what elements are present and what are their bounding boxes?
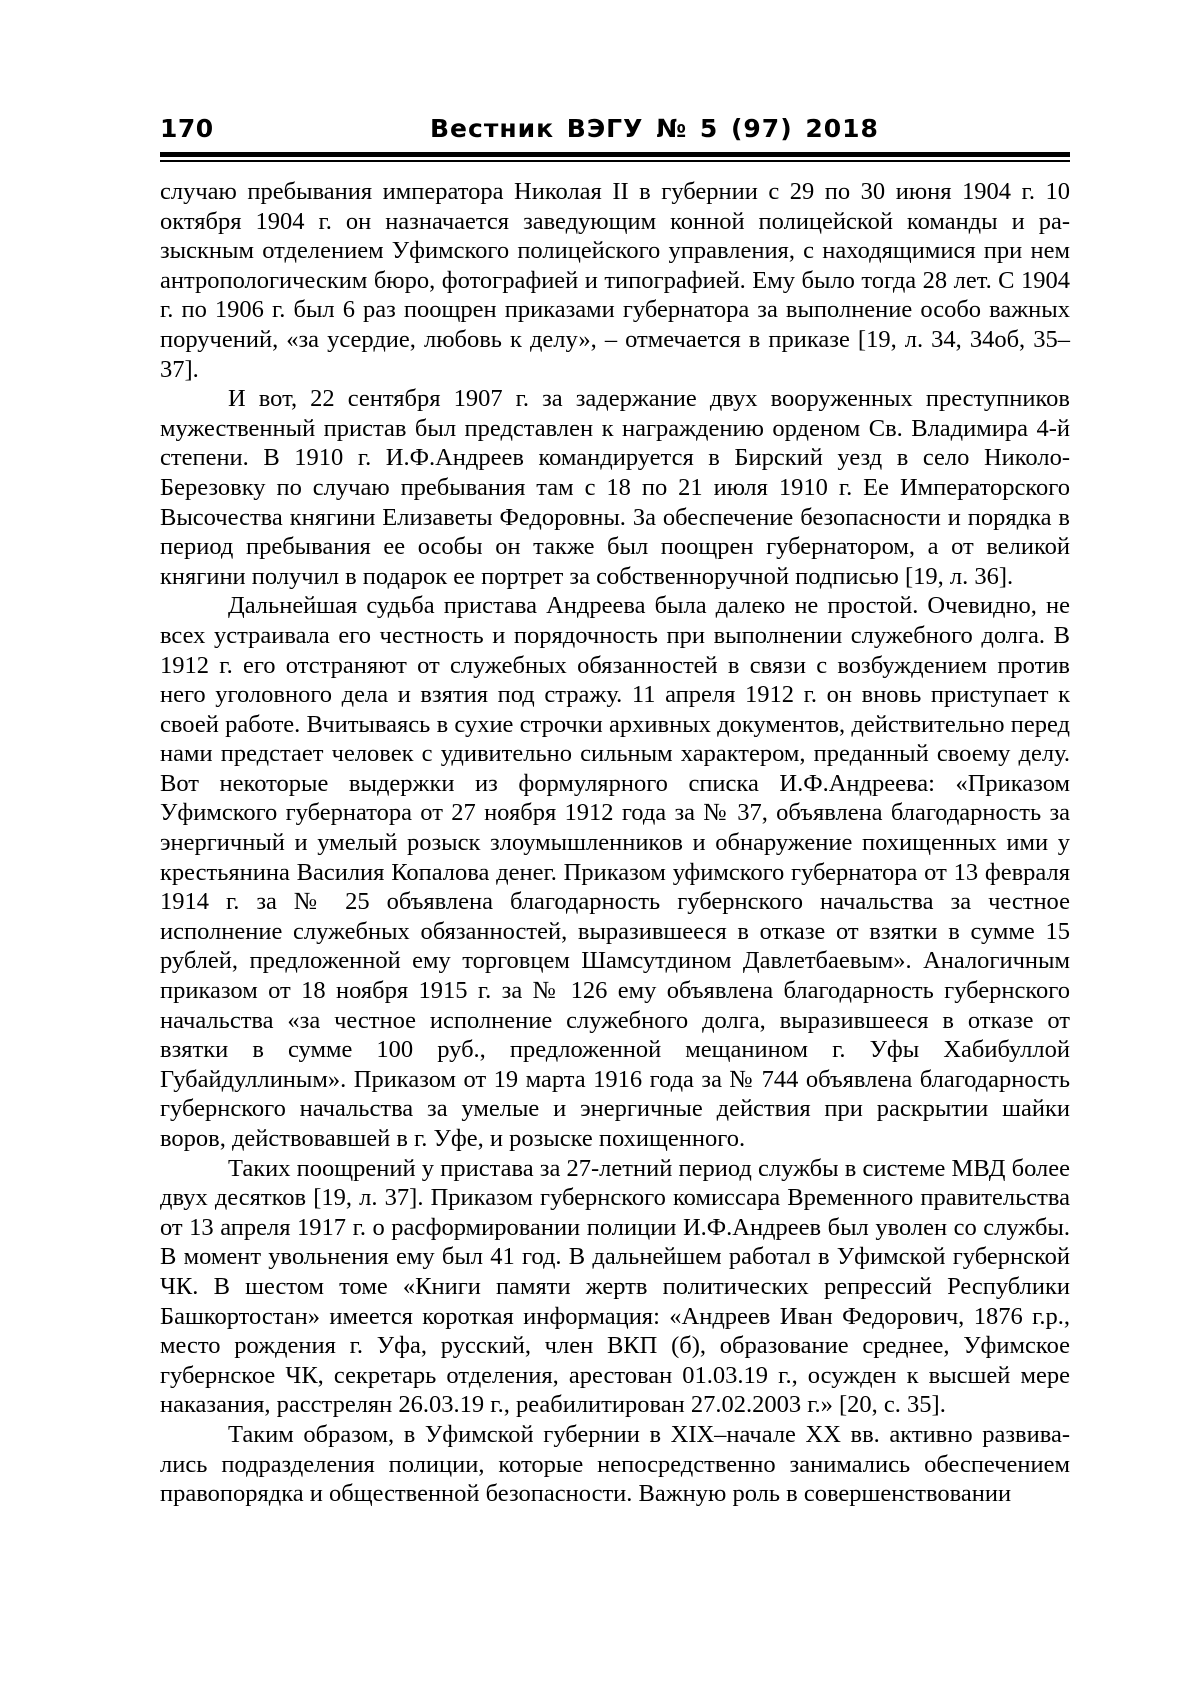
article-body (160, 177, 1070, 1509)
header-rule-thin (160, 160, 1070, 162)
paragraph: Дальнейшая судьба пристава Андреева была далеко не простой. Очевидно, не всех устраивала его честность и порядочность при выполнении служебного долга. В 1912 г. его отстраняют от служебных обязанностей в связи с возбуждением против него уголовного дела и взятия под стражу. 11 апреля 1912 г. он вновь приступает к своей работе. Вчитываясь в сухие строчки архивных документов, действительно перед нами предстает человек с удивительно сильным характером, преданный своему делу. Вот некоторые выдержки из формулярного списка И.Ф.Андреева: «Приказом Уфимского губернатора от 27 ноября 1912 года за № 37, объявлена благодарность за энергичный и умелый розыск злоумышленников и обнаружение похищенных ими у крестьянина Василия Копалова денег. Приказом уфимского губернатора от 13 февраля 1914 г. за № 25 объявлена благодарность губернского начальства за честное исполнение служебных обязанностей, выразившееся в отказе от взятки в сумме 15 рублей, предложенной ему торговцем Шамсутдином Давлетбаевым». Аналогичным приказом от 18 ноября 1915 г. за № 126 ему объявлена благодарность губернского начальства «за честное исполнение служебного долга, выразившееся в отказе от взятки в сумме 100 руб., предложенной мещанином г. Уфы Хабибуллой Губайдуллиным». Приказом от 19 марта 1916 года за № 744 объявлена благодарность губернского начальства за умелые и энергичные действия при раскрытии шайки воров, действовавшей в г. Уфе, и розыске похищенного. (160, 592, 1070, 1152)
paragraph-last: Таким образом, в Уфимской губернии в XIX–начале XX вв. активно развивались подразделения полиции, которые непосредственно занимались обеспечением правопорядка и общественной безопасности. Важную роль в совершенствовании (160, 1420, 1070, 1508)
paragraph-continued: случаю пребывания императора Николая II в губернии с 29 по 30 июня 1904 г. 10 октября 1904 г. он назначается заведующим конной полицейской команды и разыскным отделением Уфимского полицейского управления, с находящимися при нем антропологическим бюро, фотографией и типографией. Ему было тогда 28 лет. С 1904 г. по 1906 г. был 6 раз поощрен приказами губернатора за выполнение особо важных поручений, «за усердие, любовь к делу», – отмечается в приказе [19, л. 34, 34об, 35–37]. (160, 178, 1070, 383)
running-header (160, 114, 1070, 150)
paragraph: Таких поощрений у пристава за 27-летний период службы в системе МВД более двух десятков [19, л. 37]. Приказом губернского комиссара Временного правительства от 13 апреля 1917 г. о расформировании полиции И.Ф.Андреев был уволен со службы. В момент увольнения ему был 41 год. В дальнейшем работал в Уфимской губернской ЧК. В шестом томе «Книги памяти жертв политических репрессий Республики Башкортостан» имеется короткая информация: «Андреев Иван Федорович, 1876 г.р., место рождения г. Уфа, русский, член ВКП (б), образование среднее, Уфимское губернское ЧК, секретарь отделения, арестован 01.03.19 г., осужден к высшей мере наказания, расстрелян 26.03.19 г., реабилитирован 27.02.2003 г.» [20, с. 35]. (160, 1154, 1070, 1419)
page-number: 170 (160, 114, 214, 143)
journal-title: Вестник ВЭГУ № 5 (97) 2018 (430, 114, 879, 143)
paragraph: И вот, 22 сентября 1907 г. за задержание двух вооруженных преступников мужественный пристав был представлен к награждению орденом Св. Владимира 4-й степени. В 1910 г. И.Ф.Андреев командируется в Бирский уезд в село Николо-Березовку по случаю пребывания там с 18 по 21 июля 1910 г. Ее Императорского Высочества княгини Елизаветы Федоровны. За обеспечение безопасности и порядка в период пребывания ее особы он также был поощрен губернатором, а от великой княгини получил в подарок ее портрет за собственноручной подписью [19, л. 36]. (160, 385, 1070, 590)
header-rule-thick (160, 152, 1070, 157)
